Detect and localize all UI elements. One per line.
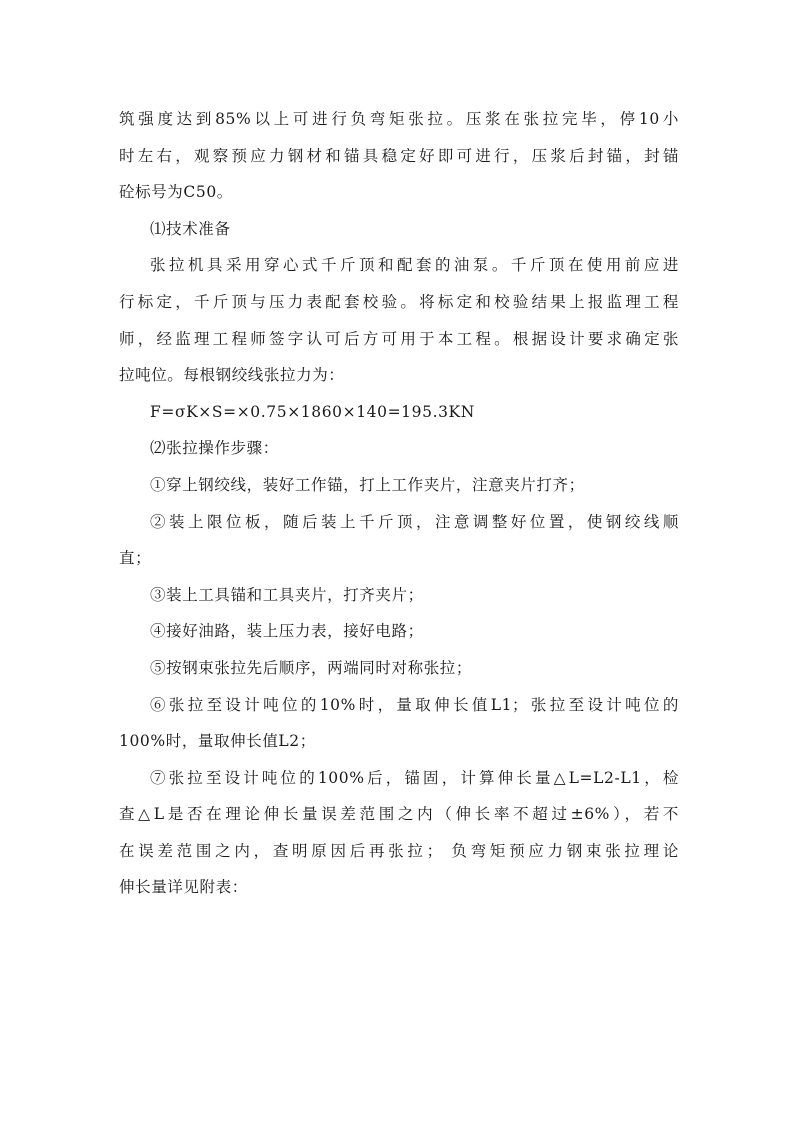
paragraph-line: 行标定，千斤顶与压力表配套校验。将标定和校验结果上报监理工程 <box>119 292 679 311</box>
section-heading: ⑴技术准备 <box>150 219 231 238</box>
step-item-continuation: 直； <box>119 549 152 568</box>
paragraph-line: 砼标号为C50。 <box>119 183 233 202</box>
step-item: ④接好油路，装上压力表，接好电路； <box>150 622 424 641</box>
paragraph-line: 拉吨位。每根钢绞线张拉力为： <box>119 366 345 385</box>
step-item: ⑥张拉至设计吨位的10%时，量取伸长值L1；张拉至设计吨位的 <box>150 695 679 714</box>
step-item-continuation: 在误差范围之内，查明原因后再张拉； 负弯矩预应力钢束张拉理论 <box>119 841 679 860</box>
step-item: ①穿上钢绞线，装好工作锚，打上工作夹片，注意夹片打齐； <box>150 475 585 494</box>
section-heading: ⑵张拉操作步骤： <box>150 439 279 458</box>
step-item: ⑤按钢束张拉先后顺序，两端同时对称张拉； <box>150 658 473 677</box>
paragraph-line: 张拉机具采用穿心式千斤顶和配套的油泵。千斤顶在使用前应进 <box>150 256 679 275</box>
step-item-continuation: 查△L是否在理论伸长量误差范围之内（伸长率不超过±6%），若不 <box>119 805 679 824</box>
paragraph-line: 师，经监理工程师签字认可后方可用于本工程。根据设计要求确定张 <box>119 329 679 348</box>
step-item-continuation: 伸长量详见附表： <box>119 878 248 897</box>
paragraph-line: 筑强度达到85%以上可进行负弯矩张拉。压浆在张拉完毕，停10小 <box>119 110 679 128</box>
formula-line: F=σK×S=×0.75×1860×140=195.3KN <box>150 402 475 421</box>
step-item: ⑦张拉至设计吨位的100%后，锚固，计算伸长量△L=L2-L1，检 <box>150 768 679 787</box>
paragraph-line: 时左右，观察预应力钢材和锚具稳定好即可进行，压浆后封锚，封锚 <box>119 146 679 165</box>
step-item: ③装上工具锚和工具夹片，打齐夹片； <box>150 585 424 604</box>
step-item: ②装上限位板，随后装上千斤顶，注意调整好位置，使钢绞线顺 <box>150 512 679 531</box>
document-body <box>119 101 679 906</box>
step-item-continuation: 100%时，量取伸长值L2； <box>119 732 316 751</box>
